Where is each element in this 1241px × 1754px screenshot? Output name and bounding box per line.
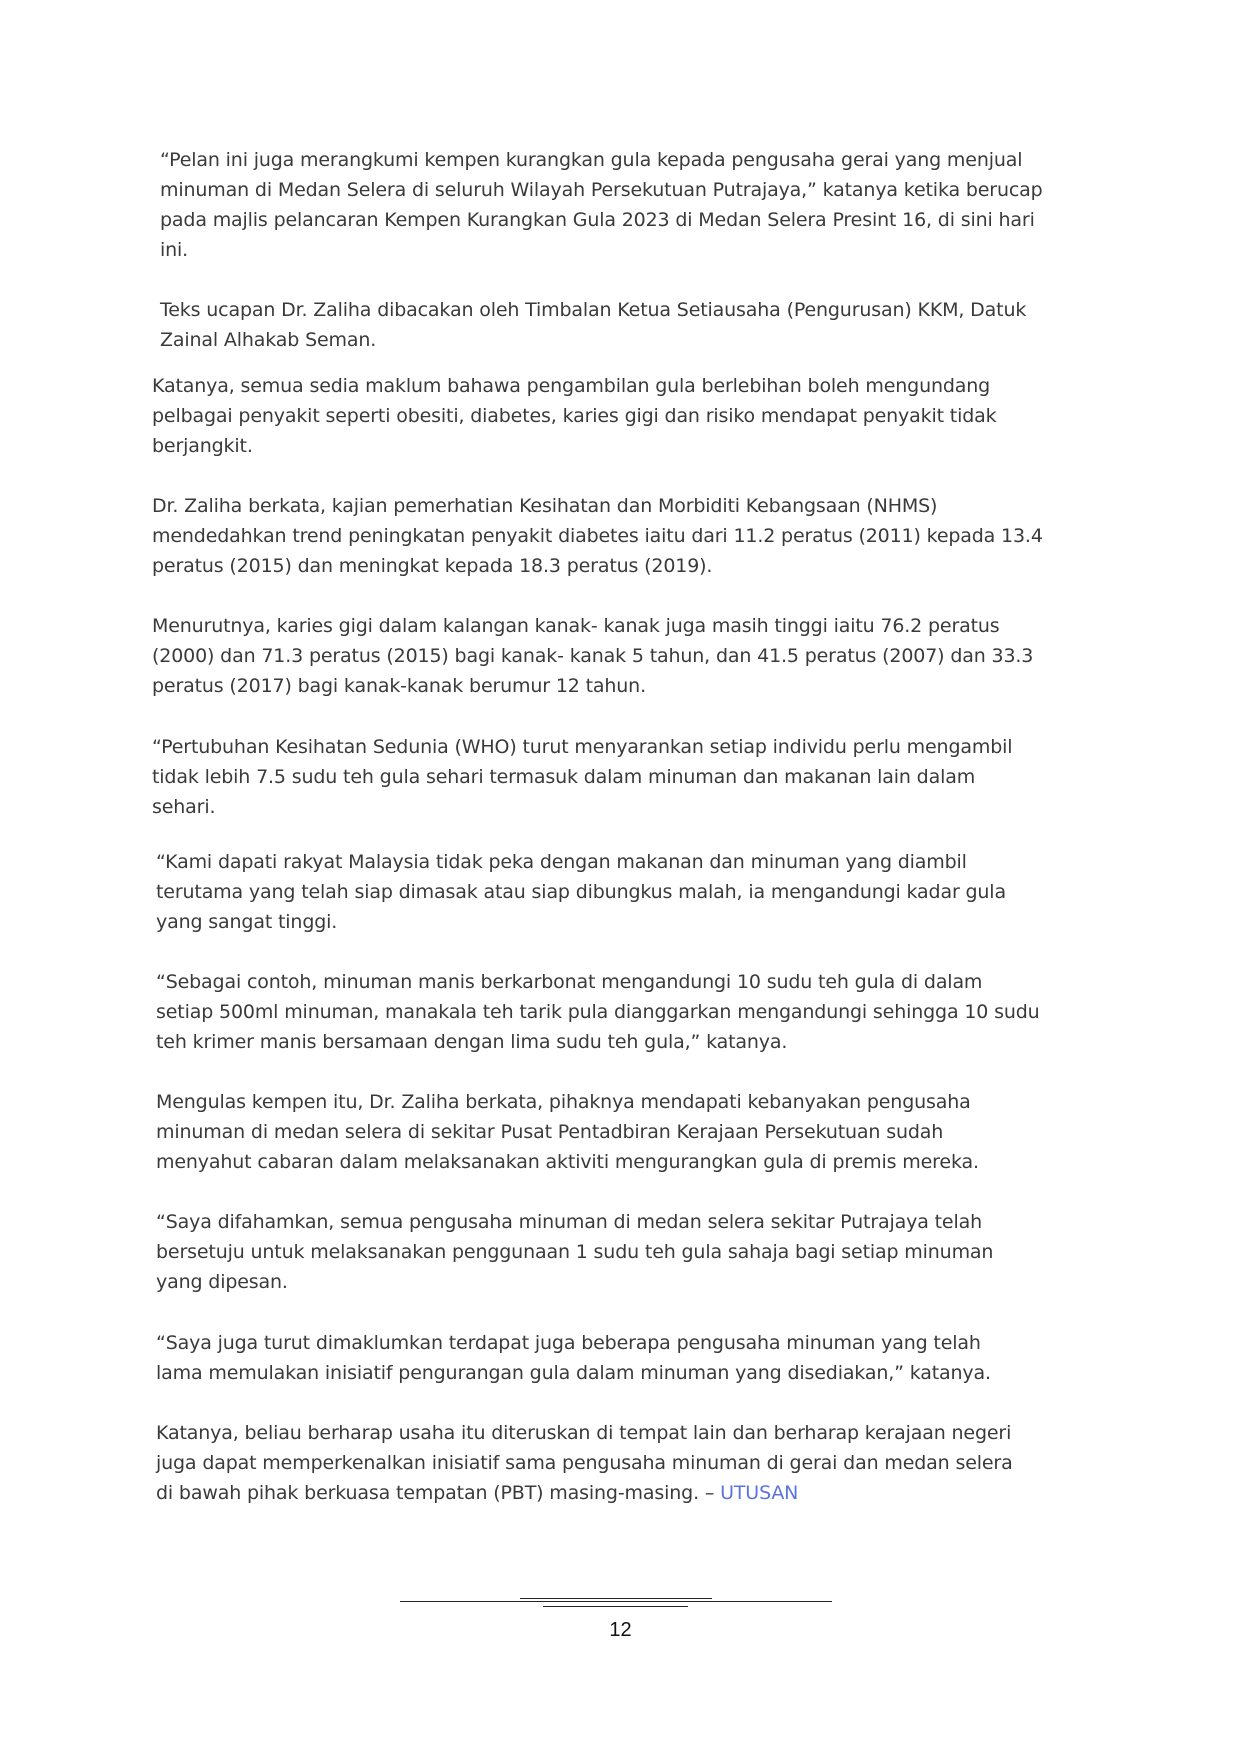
paragraph-teks-ucapan: Teks ucapan Dr. Zaliha dibacakan oleh Timbalan Ketua Setiausaha (Pengurusan) KKM, Datuk Zainal Alhakab Seman.: [160, 299, 1027, 351]
paragraph-mengulas-kempen: Mengulas kempen itu, Dr. Zaliha berkata, pihaknya mendapati kebanyakan pengusaha minuman di medan selera di sekitar Pusat Pentadbiran Kerajaan Persekutuan sudah menyahut cabaran dalam melaksanakan aktiviti mengurangkan gula di premis mereka.: [156, 1091, 979, 1173]
footer-rule-long: [400, 1601, 832, 1602]
paragraph-nhms: Dr. Zaliha berkata, kajian pemerhatian Kesihatan dan Morbiditi Kebangsaan (NHMS) mendedahkan trend peningkatan penyakit diabetes iaitu dari 11.2 peratus (2011) kepada 13.4 peratus (2015) dan meningkat kepada 18.3 peratus (2019).: [152, 495, 1043, 577]
paragraph-saya-juga: “Saya juga turut dimaklumkan terdapat juga beberapa pengusaha minuman yang telah lama memulakan inisiatif pengurangan gula dalam minuman yang disediakan,” katanya.: [156, 1332, 991, 1384]
paragraph-saya-difahamkan: “Saya difahamkan, semua pengusaha minuman di medan selera sekitar Putrajaya telah bersetuju untuk melaksanakan penggunaan 1 sudu teh gula sahaja bagi setiap minuman yang dipesan.: [156, 1211, 994, 1293]
footer-rule-short: [543, 1606, 688, 1607]
footer-rule-middle: [520, 1598, 712, 1599]
closing-text: Katanya, beliau berharap usaha itu diteruskan di tempat lain dan berharap kerajaan negeri juga dapat memperkenalkan inisiatif sama pengusaha minuman di gerai dan medan selera di bawah pihak berkuasa tempatan (PBT) masing-masing. –: [156, 1422, 1013, 1504]
paragraph-contoh-minuman: “Sebagai contoh, minuman manis berkarbonat mengandungi 10 sudu teh gula di dalam setiap 500ml minuman, manakala teh tarik pula dianggarkan mengandungi sehingga 10 sudu teh krimer manis bersamaan dengan lima sudu teh gula,” katanya.: [156, 971, 1040, 1053]
paragraph-katanya-gula: Katanya, semua sedia maklum bahawa pengambilan gula berlebihan boleh mengundang pelbagai penyakit seperti obesiti, diabetes, karies gigi dan risiko mendapat penyakit tidak berjangkit.: [152, 375, 997, 457]
page-number: 12: [609, 1619, 632, 1641]
paragraph-katanya-berharap: [156, 1418, 1013, 1508]
paragraph-rakyat-malaysia: “Kami dapati rakyat Malaysia tidak peka dengan makanan dan minuman yang diambil terutama yang telah siap dimasak atau siap dibungkus malah, ia mengandungi kadar gula yang sangat tinggi.: [156, 851, 1006, 933]
paragraph-karies-gigi: Menurutnya, karies gigi dalam kalangan kanak- kanak juga masih tinggi iaitu 76.2 peratus (2000) dan 71.3 peratus (2015) bagi kanak- kanak 5 tahun, dan 41.5 peratus (2007) dan 33.3 peratus (2017) bagi kanak-kanak berumur 12 tahun.: [152, 615, 1034, 697]
paragraph-who: “Pertubuhan Kesihatan Sedunia (WHO) turut menyarankan setiap individu perlu mengambil tidak lebih 7.5 sudu teh gula sehari termasuk dalam minuman dan makanan lain dalam sehari.: [152, 736, 1013, 818]
paragraph-pelan: “Pelan ini juga merangkumi kempen kurangkan gula kepada pengusaha gerai yang menjual minuman di Medan Selera di seluruh Wilayah Persekutuan Putrajaya,” katanya ketika berucap pada majlis pelancaran Kempen Kurangkan Gula 2023 di Medan Selera Presint 16, di sini hari ini.: [160, 149, 1043, 261]
source-credit: UTUSAN: [720, 1482, 799, 1504]
